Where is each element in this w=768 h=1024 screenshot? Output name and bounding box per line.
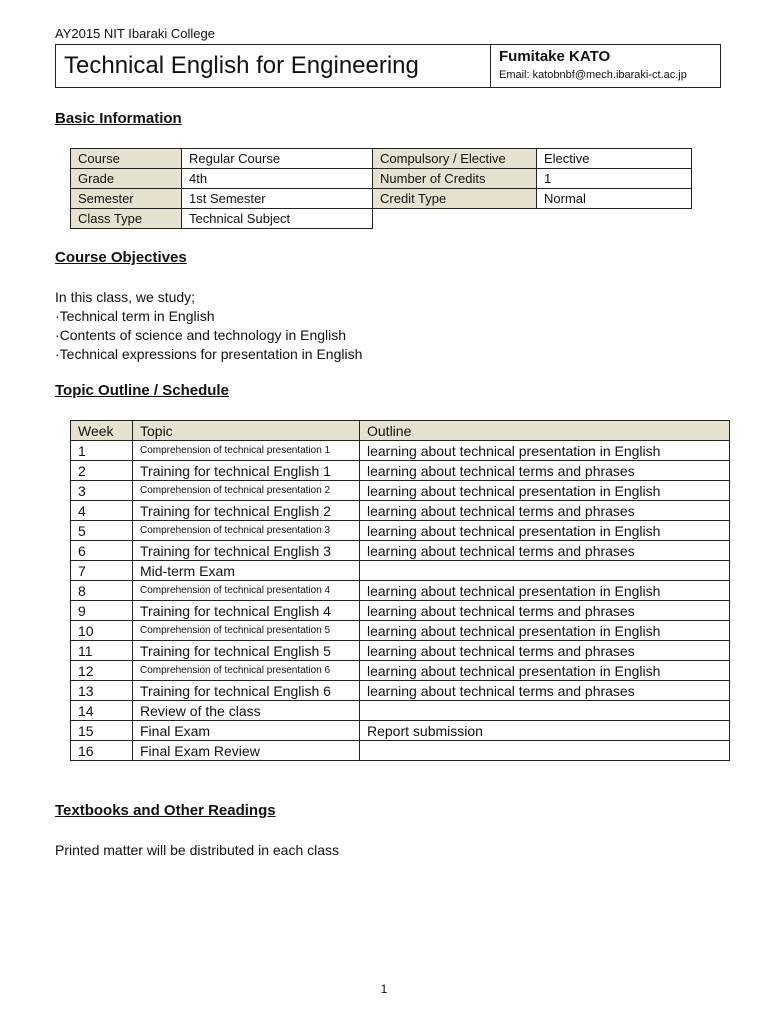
info-label: Compulsory / Elective	[373, 149, 537, 169]
empty-cell	[373, 209, 537, 229]
info-label: Class Type	[71, 209, 182, 229]
info-label: Course	[71, 149, 182, 169]
info-value: 1st Semester	[182, 189, 373, 209]
week-cell: 6	[71, 541, 133, 561]
outline-cell: learning about technical terms and phrases	[360, 641, 730, 661]
table-row	[71, 681, 730, 701]
topic-cell: Training for technical English 1	[133, 461, 360, 481]
table-row	[71, 641, 730, 661]
week-cell: 8	[71, 581, 133, 601]
week-cell: 11	[71, 641, 133, 661]
basic-info-table	[70, 148, 692, 229]
outline-cell: learning about technical terms and phrases	[360, 461, 730, 481]
basic-info-heading: Basic Information	[55, 110, 182, 127]
table-row	[71, 701, 730, 721]
info-value: Normal	[537, 189, 692, 209]
info-value: Technical Subject	[182, 209, 373, 229]
table-row	[71, 581, 730, 601]
topic-cell: Comprehension of technical presentation 1	[133, 441, 360, 461]
instructor-name: Fumitake KATO	[499, 48, 611, 65]
list-item: ·Technical expressions for presentation in English	[55, 346, 363, 362]
topic-cell: Mid-term Exam	[133, 561, 360, 581]
table-row	[71, 621, 730, 641]
list-item: ·Technical term in English	[55, 308, 215, 324]
topic-cell: Comprehension of technical presentation 5	[133, 621, 360, 641]
column-header-week: Week	[71, 421, 133, 441]
outline-cell: learning about technical presentation in English	[360, 581, 730, 601]
week-cell: 15	[71, 721, 133, 741]
week-cell: 7	[71, 561, 133, 581]
week-cell: 3	[71, 481, 133, 501]
info-value: Elective	[537, 149, 692, 169]
table-row	[71, 601, 730, 621]
week-cell: 12	[71, 661, 133, 681]
info-label: Number of Credits	[373, 169, 537, 189]
table-row	[71, 169, 692, 189]
week-cell: 5	[71, 521, 133, 541]
topic-cell: Final Exam Review	[133, 741, 360, 761]
table-row	[71, 189, 692, 209]
list-item: ·Contents of science and technology in English	[55, 327, 347, 343]
column-header-outline: Outline	[360, 421, 730, 441]
table-row	[71, 461, 730, 481]
outline-cell: learning about technical terms and phrases	[360, 501, 730, 521]
instructor-email: Email: katobnbf@mech.ibaraki-ct.ac.jp	[499, 69, 687, 81]
outline-cell: learning about technical presentation in English	[360, 661, 730, 681]
course-title: Technical English for Engineering	[56, 45, 491, 87]
topic-cell: Training for technical English 4	[133, 601, 360, 621]
week-cell: 2	[71, 461, 133, 481]
table-row	[71, 741, 730, 761]
topic-cell: Review of the class	[133, 701, 360, 721]
instructor-cell	[491, 45, 720, 87]
schedule-table	[70, 420, 730, 761]
outline-cell: learning about technical presentation in English	[360, 481, 730, 501]
topic-cell: Comprehension of technical presentation 4	[133, 581, 360, 601]
table-row	[71, 441, 730, 461]
outline-cell: Report submission	[360, 721, 730, 741]
textbooks-text: Printed matter will be distributed in each class	[55, 842, 340, 858]
topic-cell: Training for technical English 3	[133, 541, 360, 561]
week-cell: 10	[71, 621, 133, 641]
outline-cell	[360, 741, 730, 761]
info-label: Credit Type	[373, 189, 537, 209]
topic-cell: Final Exam	[133, 721, 360, 741]
week-cell: 1	[71, 441, 133, 461]
outline-cell: learning about technical terms and phrases	[360, 541, 730, 561]
objectives-heading: Course Objectives	[55, 249, 187, 266]
topic-cell: Training for technical English 2	[133, 501, 360, 521]
topic-cell: Comprehension of technical presentation 2	[133, 481, 360, 501]
column-header-topic: Topic	[133, 421, 360, 441]
outline-cell: learning about technical presentation in English	[360, 441, 730, 461]
outline-cell: learning about technical presentation in English	[360, 521, 730, 541]
week-cell: 14	[71, 701, 133, 721]
schedule-body	[71, 441, 730, 761]
week-cell: 16	[71, 741, 133, 761]
outline-cell	[360, 701, 730, 721]
empty-cell	[537, 209, 692, 229]
outline-cell: learning about technical presentation in English	[360, 621, 730, 641]
week-cell: 9	[71, 601, 133, 621]
topic-cell: Training for technical English 6	[133, 681, 360, 701]
topic-cell: Comprehension of technical presentation 3	[133, 521, 360, 541]
info-label: Grade	[71, 169, 182, 189]
outline-cell: learning about technical terms and phrases	[360, 601, 730, 621]
week-cell: 13	[71, 681, 133, 701]
objectives-text	[55, 288, 362, 364]
title-box	[55, 44, 721, 88]
schedule-heading: Topic Outline / Schedule	[55, 382, 229, 399]
outline-cell: learning about technical terms and phrases	[360, 681, 730, 701]
topic-cell: Comprehension of technical presentation 6	[133, 661, 360, 681]
table-row	[71, 721, 730, 741]
textbooks-heading: Textbooks and Other Readings	[55, 802, 276, 819]
page-number: 1	[380, 982, 388, 996]
info-label: Semester	[71, 189, 182, 209]
week-cell: 4	[71, 501, 133, 521]
info-value: 1	[537, 169, 692, 189]
table-row	[71, 149, 692, 169]
objectives-intro: In this class, we study;	[55, 289, 196, 305]
table-header-row	[71, 421, 730, 441]
table-row	[71, 209, 692, 229]
table-row	[71, 561, 730, 581]
outline-cell	[360, 561, 730, 581]
info-value: 4th	[182, 169, 373, 189]
table-row	[71, 661, 730, 681]
info-value: Regular Course	[182, 149, 373, 169]
table-row	[71, 521, 730, 541]
table-row	[71, 541, 730, 561]
college-header: AY2015 NIT Ibaraki College	[55, 26, 215, 41]
table-row	[71, 501, 730, 521]
table-row	[71, 481, 730, 501]
topic-cell: Training for technical English 5	[133, 641, 360, 661]
